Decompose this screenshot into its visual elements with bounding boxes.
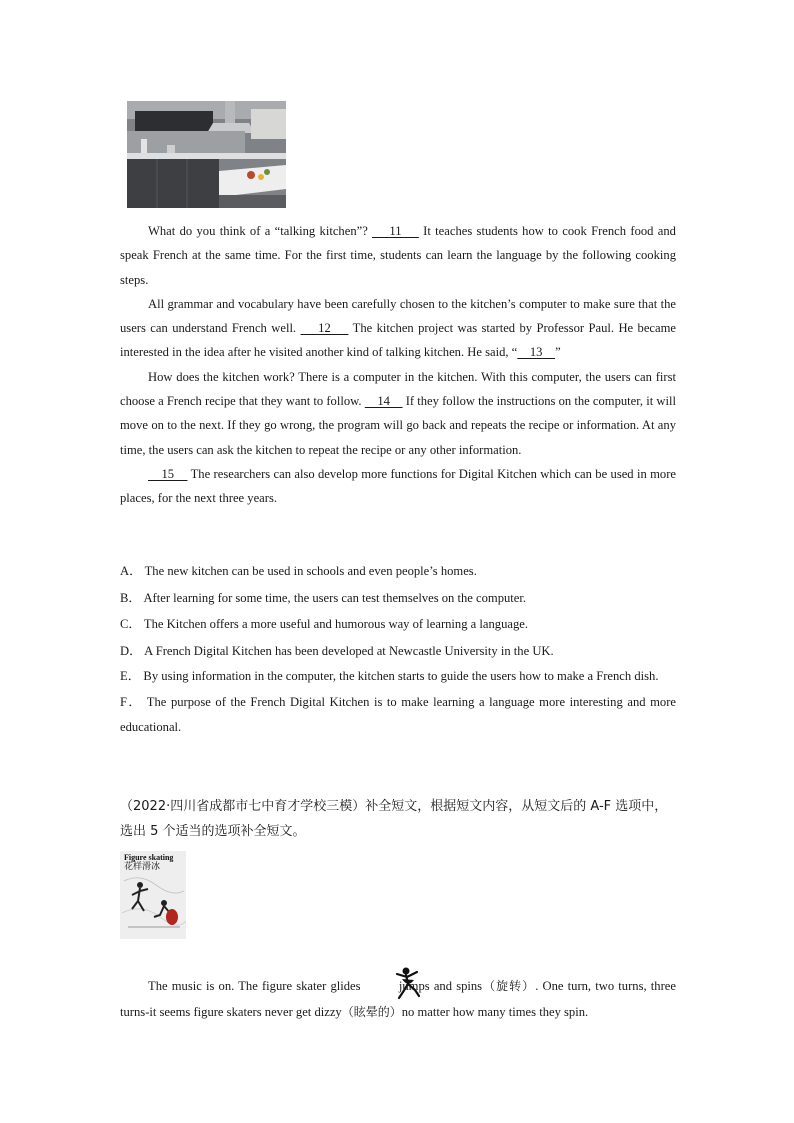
paragraph-text: What do you think of a “talking kitchen”? <box>148 224 373 238</box>
kitchen-photo <box>127 101 286 208</box>
blank-14[interactable]: 14 <box>364 394 403 409</box>
option-b[interactable]: B． After learning for some time, the users can test themselves on the computer. <box>120 590 527 605</box>
passage-2 <box>120 966 676 1024</box>
question-2-instruction: （2022·四川省成都市七中育才学校三模）补全短文，根据短文内容，从短文后的 A-F 选项中，选出 5 个适当的选项补全短文。 <box>120 799 668 839</box>
kitchen-photo-icon <box>127 101 286 208</box>
paragraph-2 <box>120 292 676 365</box>
blank-15[interactable]: 15 <box>148 466 188 481</box>
options-list <box>120 558 676 741</box>
option-e[interactable]: E． By using information in the computer, the kitchen starts to guide the users how to make a French dish. <box>120 669 659 683</box>
paragraph-text: If they follow the instructions on the computer, it will move on to the next. If they go wrong, the program will go back and repeats the recipe or information. At any time, the users can ask the kitchen to repeat the recipe or any other information. <box>120 394 676 457</box>
paragraph-text: jumps and spins <box>394 979 483 993</box>
figure-skating-poster <box>120 851 186 939</box>
option-d[interactable]: D． A French Digital Kitchen has been developed at Newcastle University in the UK. <box>120 643 554 658</box>
paragraph-text: The music is on. The figure skater glides <box>148 979 365 993</box>
paragraph-music <box>120 966 676 1024</box>
paragraph-3 <box>120 365 676 462</box>
option-a[interactable]: A． The new kitchen can be used in schools and even people’s homes. <box>120 564 477 578</box>
paragraph-text: . One turn, two turns, three turns-it seems figure skaters never get dizzy <box>120 979 676 1019</box>
blank-13[interactable]: 13 <box>517 345 556 360</box>
paragraph-text: It teaches students how to cook French food and speak French at the same time. For the first time, students can learn the language by the following cooking steps. <box>120 224 676 287</box>
option-f[interactable]: F． The purpose of the French Digital Kitchen is to make learning a language more interesting and more educational. <box>120 694 676 734</box>
poster-title: Figure skating <box>124 853 174 862</box>
paragraph-4 <box>120 462 676 511</box>
passage-1 <box>120 219 676 511</box>
paragraph-text-cn: （眩晕的） <box>341 1005 402 1019</box>
paragraph-text: All grammar and vocabulary have been carefully chosen to the kitchen’s computer to make sure that the users can understand French well. <box>120 296 676 336</box>
paragraph-text: The researchers can also develop more functions for Digital Kitchen which can be used in more places, for the next three years. <box>120 466 676 506</box>
paragraph-text: ” <box>555 345 561 360</box>
blank-11[interactable]: 11 <box>372 224 419 238</box>
paragraph-text: How does the kitchen work? There is a computer in the kitchen. With this computer, the users can first choose a French recipe that they want to follow. <box>120 369 676 409</box>
paragraph-text: The kitchen project was started by Professor Paul. He became interested in the idea after he visited another kind of talking kitchen. He said, “ <box>120 321 676 360</box>
paragraph-1 <box>120 219 676 292</box>
option-c[interactable]: C． The Kitchen offers a more useful and humorous way of learning a language. <box>120 617 529 631</box>
paragraph-text: no matter how many times they spin. <box>401 1005 589 1019</box>
skater-icon <box>365 966 395 1000</box>
paragraph-text-cn: （旋转） <box>482 979 536 993</box>
poster-title-cn: 花样滑冰 <box>124 862 161 872</box>
blank-12[interactable]: 12 <box>300 321 349 336</box>
